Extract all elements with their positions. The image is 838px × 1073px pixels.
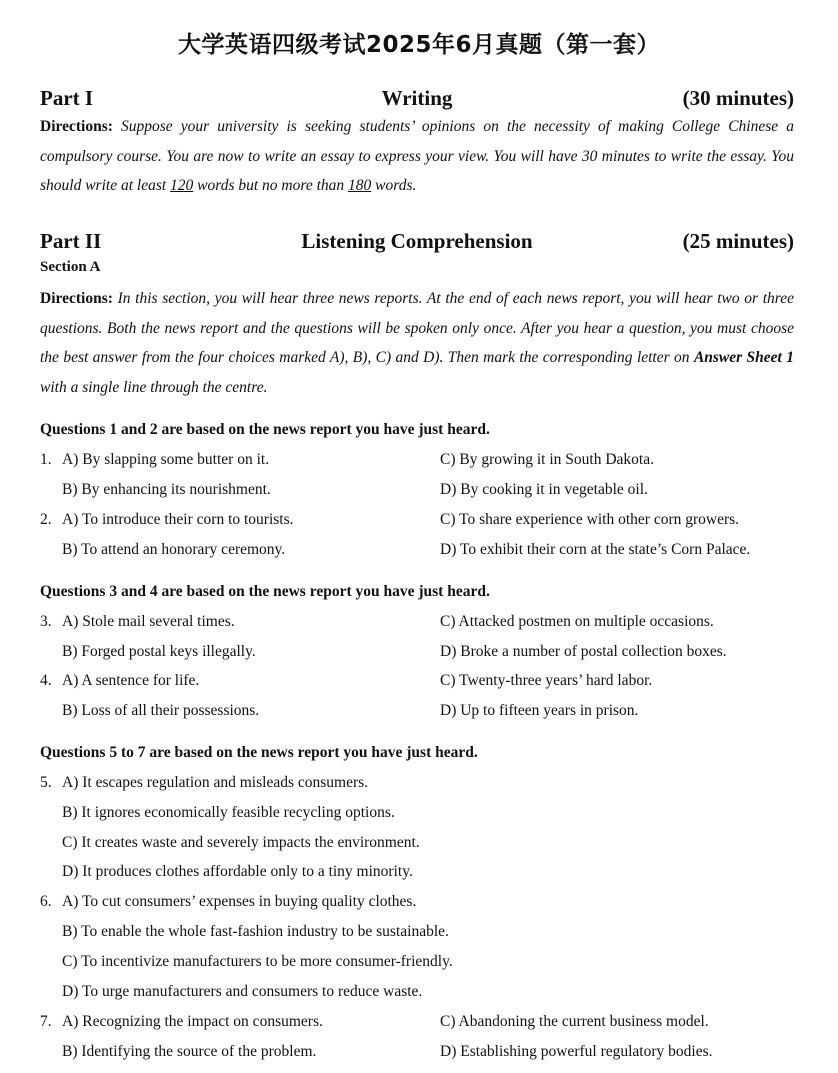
question-group-header: Questions 3 and 4 are based on the news report you have just heard.: [40, 583, 490, 600]
option-d: D) To exhibit their corn at the state’s Corn Palace.: [440, 541, 751, 558]
question-group-header: Questions 1 and 2 are based on the news report you have just heard.: [40, 421, 490, 438]
option-b: B) To attend an honorary ceremony.: [62, 541, 286, 558]
part2-name: Listening Comprehension: [301, 229, 533, 253]
option-d: D) Broke a number of postal collection boxes.: [440, 643, 727, 660]
option-b: B) It ignores economically feasible recycling options.: [62, 804, 395, 821]
option-d: D) It produces clothes affordable only to a tiny minority.: [62, 863, 413, 880]
part1-time: (30 minutes): [682, 86, 794, 110]
part1-directions-mid: words but no more than: [197, 177, 345, 194]
part1-name: Writing: [381, 86, 453, 110]
option-b: B) Loss of all their possessions.: [62, 702, 260, 719]
answer-sheet-label: Answer Sheet 1: [693, 349, 794, 366]
option-b: B) Identifying the source of the problem.: [62, 1043, 317, 1060]
part1-directions-end: words.: [375, 177, 417, 194]
option-c: C) To incentivize manufacturers to be more consumer-friendly.: [62, 953, 453, 970]
section-a-label: Section A: [40, 259, 101, 275]
option-c: C) By growing it in South Dakota.: [440, 451, 654, 468]
part2-directions-text: In this section, you will hear three news reports. At the end of each news report, you will hear two or three questions. Both the news report and the questions will be spoken only once. After you hear a question, you must choose the best answer from the four choices marked A), B), C) and D). Then mark the corresponding letter on: [40, 290, 794, 366]
option-d: D) By cooking it in vegetable oil.: [440, 481, 648, 498]
part1-directions-label: Directions:: [40, 118, 113, 135]
option-c: C) To share experience with other corn growers.: [440, 511, 740, 528]
question-number: 4.: [40, 672, 52, 689]
question-number: 2.: [40, 511, 52, 528]
question-number: 6.: [40, 893, 52, 910]
option-a: A) By slapping some butter on it.: [62, 451, 270, 468]
option-b: B) Forged postal keys illegally.: [62, 643, 256, 660]
part2-header: [40, 229, 794, 259]
option-d: D) Establishing powerful regulatory bodies.: [440, 1043, 713, 1060]
part2-directions: [40, 284, 794, 402]
max-words: 180: [348, 177, 372, 194]
option-b: B) By enhancing its nourishment.: [62, 481, 271, 498]
option-c: C) Abandoning the current business model.: [440, 1013, 709, 1030]
option-a: A) A sentence for life.: [62, 672, 200, 689]
option-c: C) Twenty-three years’ hard labor.: [440, 672, 653, 689]
option-c: C) It creates waste and severely impacts the environment.: [62, 834, 420, 851]
part2-directions-end: with a single line through the centre.: [40, 378, 268, 396]
option-a: A) To introduce their corn to tourists.: [62, 511, 294, 528]
min-words: 120: [170, 177, 194, 194]
option-a: A) Stole mail several times.: [62, 613, 235, 630]
option-a: A) Recognizing the impact on consumers.: [62, 1013, 323, 1030]
part2-time: (25 minutes): [682, 229, 794, 253]
question-number: 5.: [40, 774, 52, 791]
part1-directions: [40, 112, 794, 201]
option-c: C) Attacked postmen on multiple occasions.: [440, 613, 714, 630]
question-number: 1.: [40, 451, 52, 468]
option-a: A) To cut consumers’ expenses in buying quality clothes.: [62, 893, 417, 910]
part1-label: Part I: [40, 86, 94, 110]
part2-directions-label: Directions:: [40, 290, 113, 307]
option-d: D) Up to fifteen years in prison.: [440, 702, 639, 719]
option-d: D) To urge manufacturers and consumers to reduce waste.: [62, 983, 423, 1000]
question-number: 7.: [40, 1013, 52, 1030]
page-title: 大学英语四级考试2025年6月真题（第一套）: [177, 32, 661, 58]
option-b: B) To enable the whole fast-fashion industry to be sustainable.: [62, 923, 449, 940]
question-number: 3.: [40, 613, 52, 630]
part1-directions-text: Suppose your university is seeking students’ opinions on the necessity of making College Chinese a compulsory course. You are now to write an essay to express your view. You will have 30 minutes to write the essay. You should write at least: [40, 118, 795, 194]
part2-label: Part II: [40, 229, 102, 253]
question-group-header: Questions 5 to 7 are based on the news report you have just heard.: [40, 744, 478, 761]
option-a: A) It escapes regulation and misleads consumers.: [62, 774, 369, 791]
